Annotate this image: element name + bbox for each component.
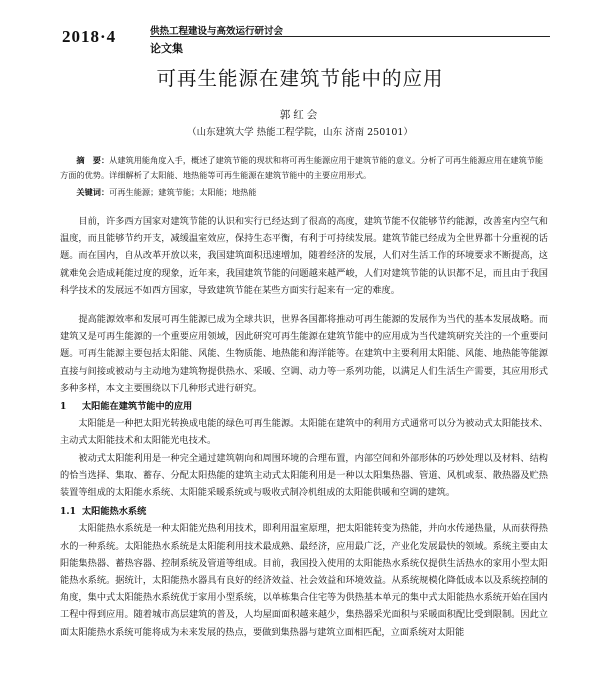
abstract-label: 摘 要： xyxy=(76,155,110,165)
author-name: 郭红会 xyxy=(279,109,321,121)
paper-title: 可再生能源在建筑节能中的应用 xyxy=(156,67,444,90)
author-affiliation: （山东建筑大学 热能工程学院，山东 济南 250101） xyxy=(187,127,413,138)
section-1-heading xyxy=(60,398,548,415)
section-1-paragraph-2: 被动式太阳能利用是一种完全通过建筑朝向和周围环境的合理布置，内部空间和外部形体的巧妙处理以及材料、结构的恰当选择、集取、蓄存、分配太阳热能的建筑主动式太阳能利用是一种以太阳集热器、管道、风机或泵、散热器及贮热装置等组成的太阳能水系统、太阳能采暖系统或与吸收式制冷机组成的太阳能供暖和空调的建筑。 xyxy=(60,452,548,499)
intro-paragraph-1: 目前，许多西方国家对建筑节能的认识和实行已经达到了很高的高度，建筑节能不仅能够节约能源，改善室内空气和温度，而且能够节约开支，减缓温室效应，保持生态平衡，有利于可持续发展。建筑节能已经成为全世界都十分重视的话题。而在国内，自从改革开放以来，我国建筑面积迅速增加，随着经济的发展，人们对生活工作的环境要求不断提高，这就难免会造成耗能过度的现象，近年来，我国建筑节能的问题越来越严峻，人们对建筑节能的认识都不足，而且由于我国科学技术的发展远不如西方国家，导致建筑节能在某些方面实行起来有一定的难度。 xyxy=(60,216,548,296)
intro-paragraph-2: 提高能源效率和发展可再生能源已成为全球共识，世界各国都将推动可再生能源的发展作为当代的基本发展战略。而建筑又是可再生能源的一个重要应用领域，因此研究可再生能源在建筑节能中的应用成为当代建筑研究关注的一个重要问题。可再生能源主要包括太阳能、风能、生物质能、地热能和海洋能等。在建筑中主要利用太阳能、风能、地热能等能源直接与间接或被动与主动地为建筑物提供热水、采暖、空调、动力等一系列功能，以满足人们生活生产需要，其应用形式多种多样，本文主要围绕以下几种形式进行研究。 xyxy=(60,314,548,394)
section-1-paragraph-1: 太阳能是一种把太阳光转换成电能的绿色可再生能源。太阳能在建筑中的利用方式通常可以分为被动式太阳能技术、主动式太阳能技术和太阳能光电技术。 xyxy=(60,418,548,447)
issue-year: 2018·4 xyxy=(62,27,117,46)
section-1-1-heading xyxy=(60,503,548,520)
running-header: 供热工程建设与高效运行研讨会 xyxy=(150,26,284,37)
body-text xyxy=(60,213,548,641)
header-rule xyxy=(150,36,550,37)
section-1-title: 太阳能在建筑节能中的应用 xyxy=(82,401,193,413)
abstract xyxy=(60,153,548,183)
keywords-text: 可再生能源；建筑节能；太阳能；地热能 xyxy=(109,187,257,197)
keywords xyxy=(60,185,548,199)
section-label: 论文集 xyxy=(150,42,183,55)
section-1-1-paragraph-1: 太阳能热水系统是一种太阳能光热利用技术，即利用温室原理，把太阳能转变为热能，并向水传递热量，从而获得热水的一种系统。太阳能热水系统是太阳能利用技术最成熟、最经济，应用最广泛，产业化发展最快的领域。系统主要由太阳能集热器、蓄热容器、控制系统及管道等组成。目前，我国投入使用的太阳能热水系统仅提供生活热水的家用小型太阳能热水系统。据统计，太阳能热水器具有良好的经济效益、社会效益和环境效益。从系统规模化降低成本以及系统控制的角度，集中式太阳能热水系统优于家用小型系统，以单栋集合住宅等为供热基本单元的集中式太阳能热水系统开始在国内工程中得到应用。随着城市高层建筑的普及，人均屋面面积越来越少，集热器采光面积与采暖面积配比受到限制。因此立面太阳能热水系统可能将成为未来发展的热点，要做到集热器与建筑立面相匹配，立面系统对太阳能 xyxy=(60,523,548,638)
keywords-label: 关键词： xyxy=(76,187,110,197)
abstract-text: 从建筑用能角度入手，概述了建筑节能的现状和将可再生能源应用于建筑节能的意义。分析了可再生能源应用在建筑节能方面的优势。详细解析了太阳能、地热能等可再生能源在建筑节能中的主要应用形式。 xyxy=(60,155,544,180)
section-1-number: 1 xyxy=(60,401,67,413)
section-1-1-number: 1.1 xyxy=(60,506,76,518)
section-1-1-title: 太阳能热水系统 xyxy=(82,506,147,518)
